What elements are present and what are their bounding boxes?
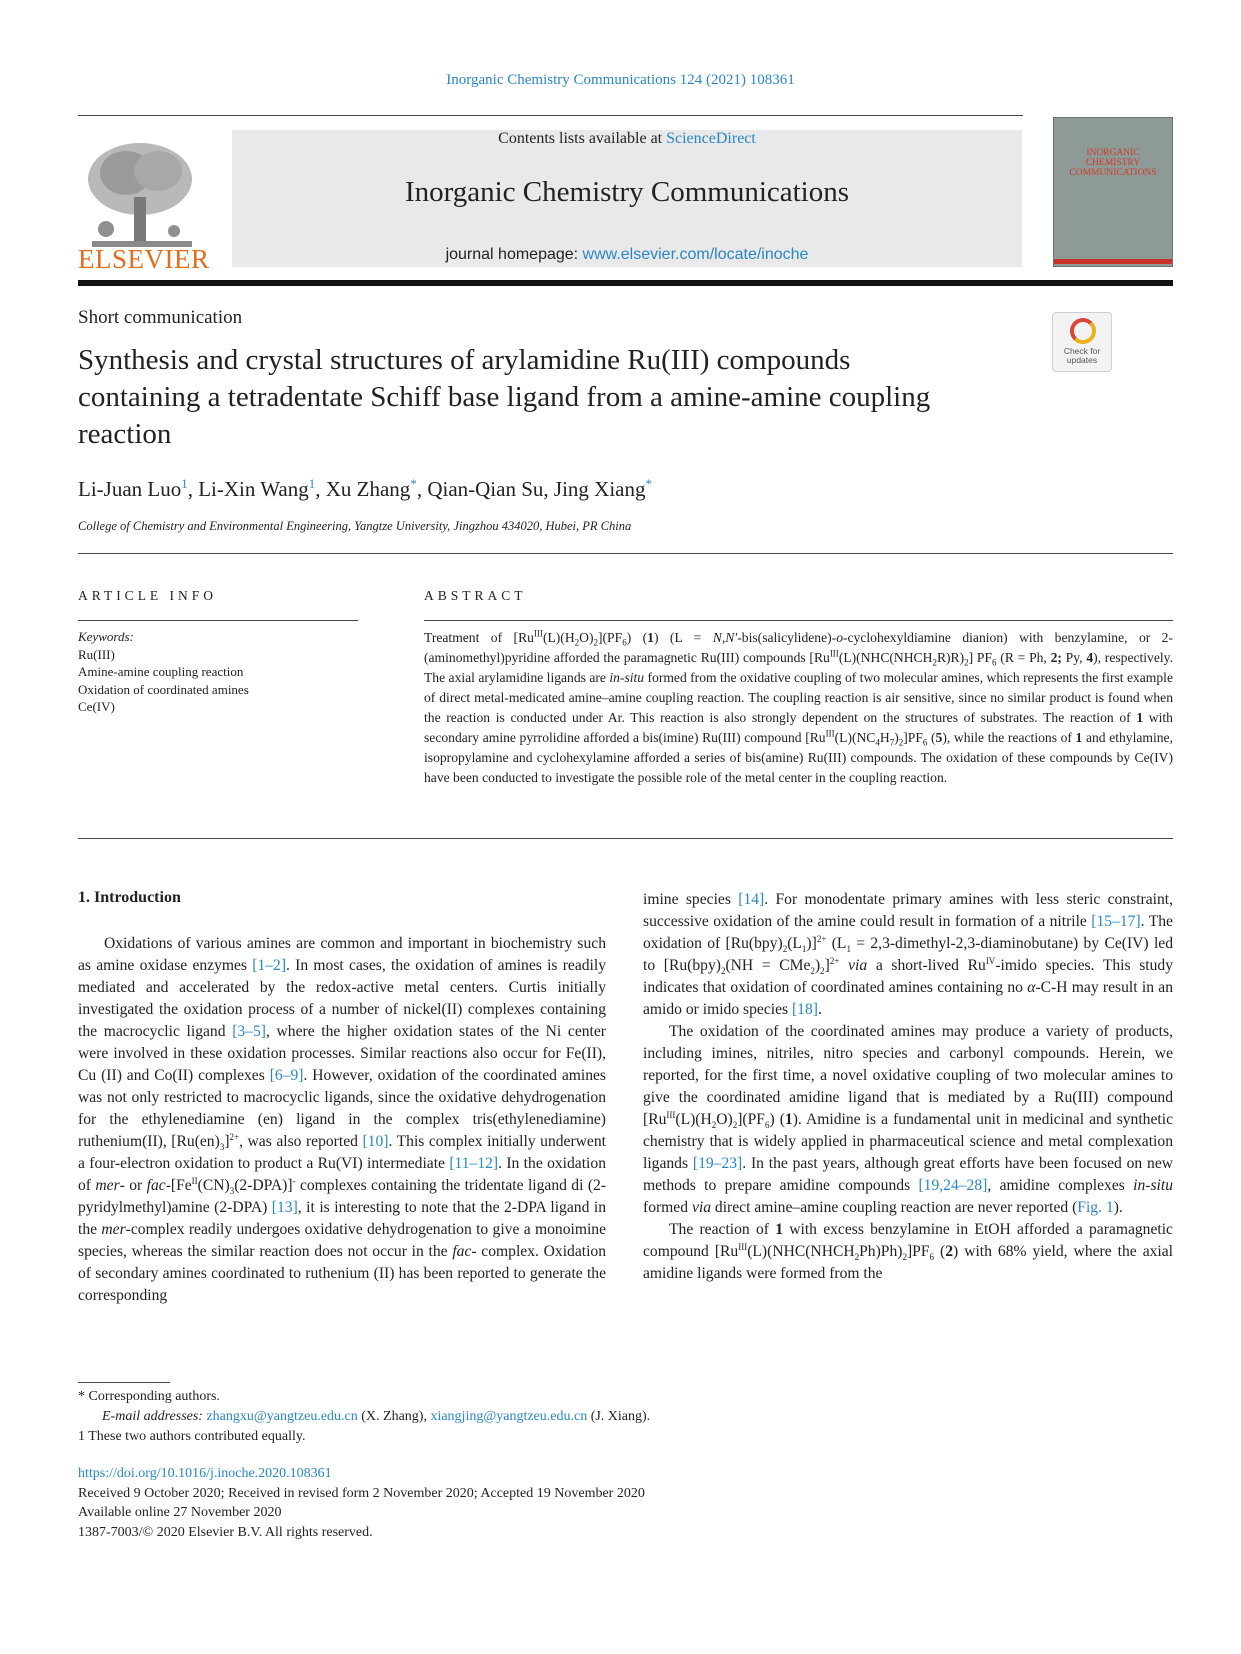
author-mark[interactable]: *: [410, 476, 417, 491]
received-dates: Received 9 October 2020; Received in revised form 2 November 2020; Accepted 19 November 2020: [78, 1485, 645, 1501]
author-name[interactable]: Jing Xiang: [553, 477, 646, 501]
keywords-block: [78, 628, 358, 716]
sciencedirect-link[interactable]: ScienceDirect: [666, 130, 756, 147]
body-column-left: Oxidations of various amines are common and important in biochemistry such as amine oxidase enzymes [1–2]. In most cases, the oxidation of amines is readily mediated and accelerated by the redox-active metal centers. Curtis initially investigated the oxidation process of a number of nickel(II) complexes containing the macrocyclic ligand [3–5], where the higher oxidation states of the Ni center were involved in these oxidation processes. Similar reactions also occur for Fe(II), Cu (II) and Co(II) complexes [6–9]. However, oxidation of the coordinated amines was not only restricted to macrocyclic ligands, since the oxidative dehydrogenation for the ethylenediamine (en) ligand in the complex tris(ethylenediamine) ruthenium(II), $[Ru(en)_3]^{2+}$, was also reported [10]. This complex initially underwent a four-electron oxidation to product a Ru(VI) intermediate [11–12]. In the oxidation of mer- or fac-$[Fe^{II}(CN)_3(2-DPA)]^-$ complexes containing the tridentate ligand di (2-pyridylmethyl)amine (2-DPA) [13], it is interesting to note that the 2-DPA ligand in the mer-complex readily undergoes oxidative dehydrogenation to give a monoimine species, whereas the similar reaction does not occur in the fac- complex. Oxidation of secondary amines coordinated to ruthenium (II) has been reported to generate the corresponding: [78, 935, 607, 1304]
citation-link[interactable]: [6–9]: [269, 1067, 304, 1084]
footnote-rule: [78, 1382, 170, 1383]
article-title: Synthesis and crystal structures of arylamidine Ru(III) compounds containing a tetradentate Schiff base ligand from a amine-amine coupling reaction: [78, 344, 931, 450]
divider: [78, 553, 1173, 554]
journal-reference[interactable]: Inorganic Chemistry Communications 124 (2021) 108361: [446, 72, 795, 88]
email-link[interactable]: xiangjing@yangtzeu.edu.cn: [430, 1409, 588, 1424]
keyword: Amine-amine coupling reaction: [78, 664, 244, 680]
citation-link[interactable]: [10]: [362, 1133, 389, 1150]
article-info-heading: ARTICLE INFO: [78, 588, 218, 603]
article-type: Short communication: [78, 307, 243, 328]
figure-link[interactable]: Fig. 1: [1077, 1199, 1114, 1216]
author-list: Li-Juan Luo$^1$, Li-Xin Wang$^1$, Xu Zhang*, Qian-Qian Su, Jing Xiang*: [78, 476, 652, 501]
author-name[interactable]: Li-Juan Luo: [78, 477, 182, 501]
body-column-right: imine species [14]. For monodentate primary amines with less steric constraint, successive oxidation of the amine could result in formation of a nitrile [15–17]. The oxidation of $[Ru(bpy)_2(L_1)]^{2+}$ ($L_1$ = 2,3-dimethyl-2,3-diaminobutane) by Ce(IV) led to $[Ru(bpy)_2(NH = CMe_2)_2]^{2+}$ via a short-lived $Ru^{IV}$-imido species. This study indicates that oxidation of coordinated amines containing no α-C-H may result in an amido or imido species [18]. The oxidation of the coordinated amines may produce a variety of products, including imines, nitriles, nitro species and carbonyl compounds. Herein, we reported, for the first time, a novel oxidative coupling of two molecular amines to give the coordinated amidine ligand that is mediated by a Ru(III) compound $[Ru^{III}(L)(H_2O)_2](PF_6)$ (1). Amidine is a fundamental unit in medicinal and synthetic chemistry that is widely applied in pharmaceutical science and metal complexation ligands [19–23]. In the past years, although great efforts have been focused on new methods to prepare amidine compounds [19,24–28], amidine complexes in-situ formed via direct amine–amine coupling reaction are never reported (Fig. 1). The reaction of 1 with excess benzylamine in EtOH afforded a paramagnetic compound $[Ru^{III}(L)(NHC(NHCH_2Ph)Ph)_2]PF_6$ (2) with 68% yield, where the axial amidine ligands were formed from the: [643, 891, 1174, 1282]
contents-line: Contents lists available at ScienceDirect: [498, 130, 756, 147]
cover-bar: [1054, 259, 1172, 264]
journal-title: Inorganic Chemistry Communications: [404, 176, 850, 208]
divider: [424, 620, 1173, 621]
author-mark[interactable]: 1: [181, 476, 188, 491]
footnote-emails: E-mail addresses: zhangxu@yangtzeu.edu.cn (X. Zhang), xiangjing@yangtzeu.edu.cn (J. Xiang).: [102, 1409, 651, 1424]
citation-link[interactable]: [15–17]: [1091, 913, 1141, 930]
author-name[interactable]: Li-Xin Wang: [198, 477, 309, 501]
elsevier-logo-text: ELSEVIER: [78, 244, 210, 274]
author-mark[interactable]: *: [645, 476, 652, 491]
keyword: Ru(III): [78, 646, 115, 662]
keywords-title: Keywords:: [78, 629, 134, 644]
divider: [78, 620, 358, 621]
footnote-equal-contribution: 1 These two authors contributed equally.: [78, 1429, 306, 1444]
footnotes: [78, 1387, 878, 1447]
divider: [78, 838, 1173, 839]
citation-link[interactable]: [19–23]: [692, 1155, 743, 1172]
section-heading: 1. Introduction: [78, 889, 181, 906]
citation-link[interactable]: [19,24–28]: [918, 1177, 988, 1194]
footnote-corresponding: * Corresponding authors.: [78, 1389, 220, 1404]
journal-cover-thumbnail[interactable]: [1053, 117, 1173, 267]
keyword: Oxidation of coordinated amines: [78, 681, 249, 697]
citation-link[interactable]: [13]: [271, 1199, 298, 1216]
header-rule: [78, 115, 1023, 116]
abstract-heading: ABSTRACT: [424, 588, 527, 603]
author-name[interactable]: Qian-Qian Su: [427, 477, 544, 501]
author-mark[interactable]: 1: [308, 476, 316, 491]
doi-link[interactable]: https://doi.org/10.1016/j.inoche.2020.108361: [78, 1466, 332, 1481]
homepage-link[interactable]: www.elsevier.com/locate/inoche: [582, 246, 809, 263]
keyword: Ce(IV): [78, 699, 115, 715]
citation-link[interactable]: [18]: [791, 1001, 818, 1018]
header-thick-rule: [78, 280, 1173, 286]
abstract-text: Treatment of $[Ru^{III}(L)(H_2O)_2](PF_6)$ (1) (L = N,N′-bis(salicylidene)-o-cyclohexyldiamine dianion) with benzylamine, or 2-(aminomethyl)pyridine afforded the paramagnetic Ru(III) compounds $[Ru^{III}(L)(NHC(NHCH_2R)R)_2]$ $PF_6$ (R = Ph, 2; Py, 4), respectively. The axial arylamidine ligands are in-situ formed from the oxidative coupling of two molecular amines, which represents the first example of direct metal-medicated amine–amine coupling reaction. The coupling reaction is air sensitive, since no similar product is found when the reaction is conducted under Ar. This reaction is also strongly dependent on the structures of substrates. The reaction of 1 with secondary amine pyrrolidine afforded a bis(imine) Ru(III) compound $[Ru^{III}(L)(NC_4H_7)_2]PF_6$ (5), while the reactions of 1 and ethylamine, isopropylamine and cyclohexylamine afforded a series of bis(amine) Ru(III) compounds. The oxidation of these compounds by Ce(IV) have been conducted to investigate the possible role of the metal center in the coupling reaction.: [424, 628, 1174, 785]
citation-link[interactable]: [14]: [738, 891, 765, 908]
copyright: 1387-7003/© 2020 Elsevier B.V. All rights reserved.: [78, 1524, 373, 1540]
available-online: Available online 27 November 2020: [78, 1505, 282, 1520]
author-name[interactable]: Xu Zhang: [325, 477, 411, 501]
cover-title: INORGANIC CHEMISTRY COMMUNICATIONS: [1069, 148, 1157, 178]
publication-info: [78, 1464, 978, 1542]
citation-link[interactable]: [3–5]: [232, 1023, 266, 1040]
email-link[interactable]: zhangxu@yangtzeu.edu.cn: [206, 1409, 358, 1424]
check-for-updates-button[interactable]: [1052, 312, 1112, 372]
citation-link[interactable]: [1–2]: [252, 957, 287, 974]
citation-link[interactable]: [11–12]: [449, 1155, 499, 1172]
check-updates-icon: [1070, 318, 1096, 344]
homepage-line: journal homepage: www.elsevier.com/locate/inoche: [445, 246, 809, 263]
affiliation: College of Chemistry and Environmental Engineering, Yangtze University, Jingzhou 434020, Hubei, PR China: [78, 519, 632, 533]
check-updates-label: Check for updates: [1063, 346, 1101, 365]
